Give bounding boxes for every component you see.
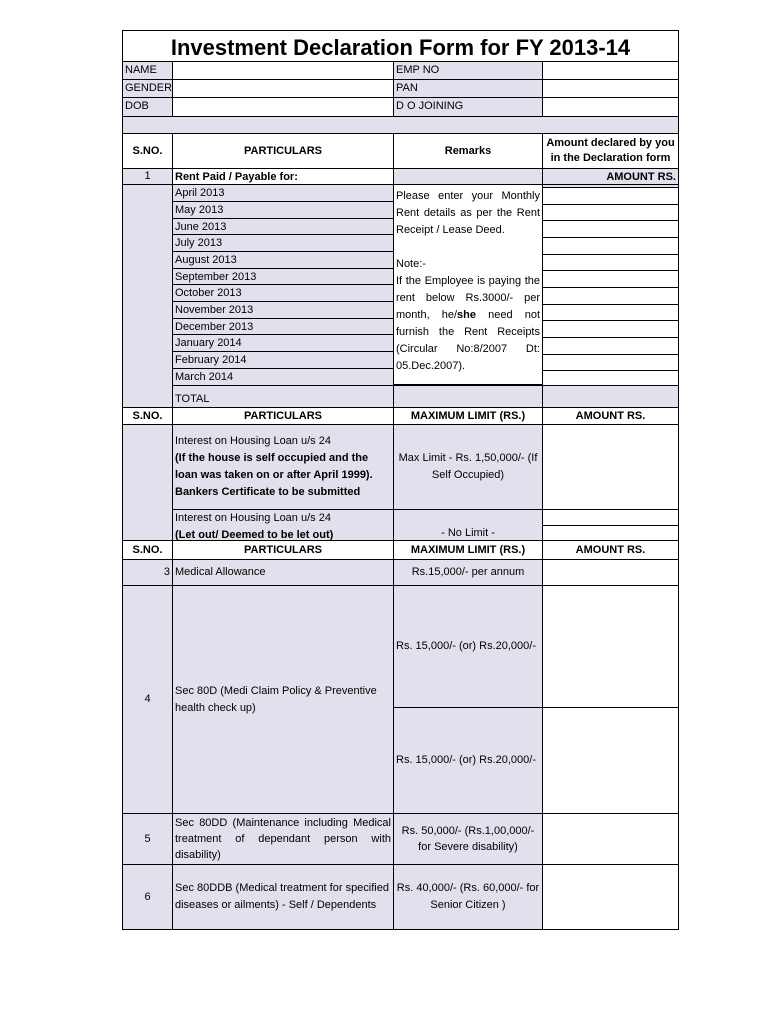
header-sno: S.NO. [122,407,173,425]
medical-sno: 3 [122,559,173,586]
month-row: October 2013 [172,284,394,302]
month-row: September 2013 [172,268,394,285]
header-remarks: Remarks [393,133,543,169]
header-particulars: PARTICULARS [172,540,394,560]
header-particulars: PARTICULARS [172,407,394,425]
gender-label: GENDER [122,79,173,98]
dob-label: DOB [122,97,173,117]
s80ddb-sno: 6 [122,864,173,930]
gender-field[interactable] [172,79,394,98]
header-amount-declared: Amount declared by you in the Declaration form [542,133,679,169]
header-max-limit: MAXIMUM LIMIT (RS.) [393,407,543,425]
month-row: July 2013 [172,234,394,252]
housing-self-limit: Max Limit - Rs. 1,50,000/- (If Self Occupied) [393,424,543,510]
housing-let-amount[interactable] [542,509,679,526]
s80d-limit-parents: Rs. 15,000/- (or) Rs.20,000/- [393,707,543,814]
month-row: June 2013 [172,218,394,235]
header-amount: AMOUNT RS. [542,407,679,425]
rent-amount-input[interactable] [542,270,679,288]
rent-remark-top [393,168,543,185]
month-row: December 2013 [172,318,394,335]
s80d-amount-self[interactable] [542,585,679,708]
rent-amount-input[interactable] [542,187,679,205]
empno-field[interactable] [542,61,679,80]
rent-amount-input[interactable] [542,220,679,238]
rent-remark-text: Please enter your Monthly Rent details as per the Rent Receipt / Lease Deed. [396,190,540,236]
housing-let-amount-2[interactable] [542,525,679,541]
doj-label: D O JOINING [393,97,543,117]
rent-amount-label: AMOUNT RS. [542,168,679,185]
rent-total-label: TOTAL [172,385,394,408]
housing-let-out [172,509,394,541]
medical-amount[interactable] [542,559,679,586]
rent-total-remark [393,385,543,408]
declaration-form [122,30,679,930]
month-row: April 2013 [172,184,394,202]
month-row: May 2013 [172,201,394,219]
medical-limit: Rs.15,000/- per annum [393,559,543,586]
s80dd-limit: Rs. 50,000/- (Rs.1,00,000/- for Severe disability) [393,813,543,865]
header-max-limit: MAXIMUM LIMIT (RS.) [393,540,543,560]
empno-label: EMP NO [393,61,543,80]
name-field[interactable] [172,61,394,80]
s80dd-amount[interactable] [542,813,679,865]
rent-amount-input[interactable] [542,287,679,305]
rent-amount-input[interactable] [542,254,679,271]
rent-amount-input[interactable] [542,304,679,321]
pan-label: PAN [393,79,543,98]
s80d-amount-parents[interactable] [542,707,679,814]
rent-amount-input[interactable] [542,370,679,386]
housing-let-condition: (Let out/ Deemed to be let out) [175,529,334,541]
s80ddb-limit: Rs. 40,000/- (Rs. 60,000/- for Senior Citizen ) [393,864,543,930]
month-row: November 2013 [172,301,394,319]
s80ddb-amount[interactable] [542,864,679,930]
doj-field[interactable] [542,97,679,117]
month-row: August 2013 [172,251,394,269]
rent-note-label: Note:- [396,258,426,270]
rent-sno-block [122,184,173,408]
s80d-limit-self: Rs. 15,000/- (or) Rs.20,000/- [393,585,543,708]
header-particulars: PARTICULARS [172,133,394,169]
header-sno: S.NO. [122,133,173,169]
rent-total-amount[interactable] [542,385,679,408]
dob-field[interactable] [172,97,394,117]
rent-label: Rent Paid / Payable for: [172,168,394,185]
header-amount: AMOUNT RS. [542,540,679,560]
housing-sno [122,424,173,541]
month-row: March 2014 [172,368,394,386]
medical-allowance-label: Medical Allowance [172,559,394,586]
rent-amount-input[interactable] [542,337,679,355]
pan-field[interactable] [542,79,679,98]
month-row: January 2014 [172,334,394,352]
rent-amount-input[interactable] [542,320,679,338]
month-row: February 2014 [172,351,394,369]
rent-remarks [393,184,543,385]
form-title: Investment Declaration Form for FY 2013-14 [122,30,679,62]
spacer-row [122,116,679,134]
housing-self-amount[interactable] [542,424,679,510]
housing-self-occupied [172,424,394,510]
s80d-sno: 4 [122,585,173,814]
rent-amount-input[interactable] [542,237,679,255]
header-sno: S.NO. [122,540,173,560]
housing-self-condition: (If the house is self occupied and the loan was taken on or after April 1999). Bankers Certificate to be submitted [175,452,373,498]
s80ddb-label: Sec 80DDB (Medical treatment for specified diseases or ailments) - Self / Dependents [172,864,394,930]
housing-self-title: Interest on Housing Loan u/s 24 [175,435,331,447]
housing-let-limit: - No Limit - [393,509,543,541]
s80d-label: Sec 80D (Medi Claim Policy & Preventive health check up) [172,585,394,814]
rent-amount-input[interactable] [542,204,679,221]
housing-let-title: Interest on Housing Loan u/s 24 [175,512,331,524]
s80dd-sno: 5 [122,813,173,865]
s80dd-label: Sec 80DD (Maintenance including Medical treatment of dependant person with disability) [172,813,394,865]
name-label: NAME [122,61,173,80]
rent-remark-note: If the Employee is paying the rent below Rs.3000/- per month, he/she need not furnish the Rent Receipts (Circular No:8/2007 Dt: 05.Dec.2007). [396,275,541,372]
rent-amount-input[interactable] [542,354,679,371]
rent-sno: 1 [122,168,173,185]
